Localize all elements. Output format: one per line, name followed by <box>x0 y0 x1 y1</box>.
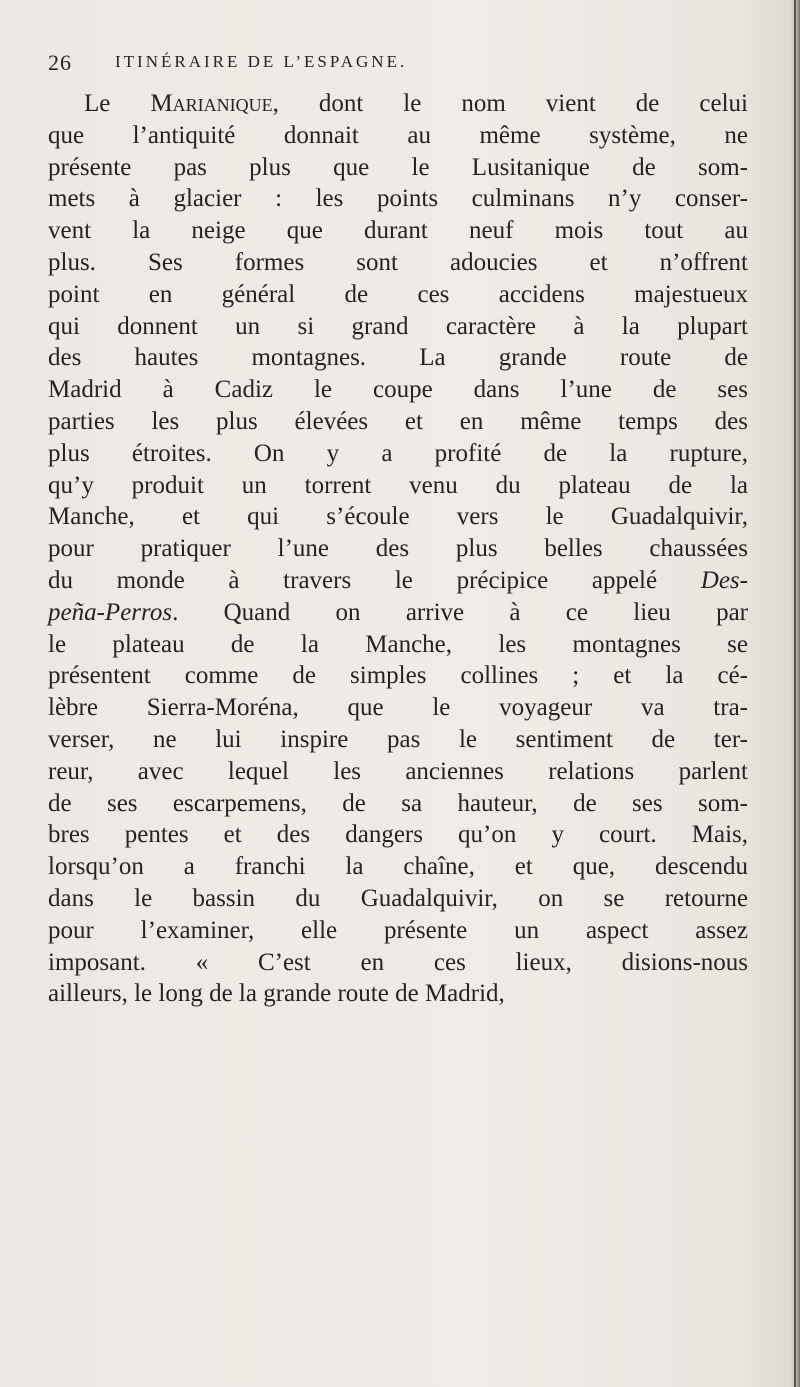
text-line: de ses escarpemens, de sa hauteur, de ses som- <box>48 789 748 817</box>
text-line: reur, avec lequel les anciennes relations parlent <box>48 757 748 785</box>
text-line: Manche, et qui s’écoule vers le Guadalquivir, <box>48 503 748 531</box>
text-line: lèbre Sierra-Moréna, que le voyageur va tra- <box>48 694 748 722</box>
text-line: plus étroites. On y a profité de la rupture, <box>48 439 748 467</box>
text-line: mets à glacier : les points culminans n’y conser- <box>48 185 748 213</box>
text-line: que l’antiquité donnait au même système, ne <box>48 121 748 149</box>
text-line: bres pentes et des dangers qu’on y court. Mais, <box>48 821 748 849</box>
text-line: point en général de ces accidens majestueux <box>48 280 748 308</box>
text-line: du monde à travers le précipice appelé Des- <box>48 566 748 594</box>
text-line: plus. Ses formes sont adoucies et n’offrent <box>48 248 748 276</box>
page-header <box>48 50 748 90</box>
body-paragraph <box>48 88 748 1010</box>
text-line: vent la neige que durant neuf mois tout au <box>48 217 748 245</box>
text-line: ailleurs, le long de la grande route de Madrid, <box>48 980 505 1008</box>
text-line: dans le bassin du Guadalquivir, on se retourne <box>48 884 748 912</box>
text-line: imposant. « C’est en ces lieux, disions-nous <box>48 948 748 976</box>
text-line: le plateau de la Manche, les montagnes se <box>48 630 748 658</box>
text-line: verser, ne lui inspire pas le sentiment de ter- <box>48 725 748 753</box>
text-line: présente pas plus que le Lusitanique de som- <box>48 153 748 181</box>
page-binding-edge <box>794 0 796 1387</box>
text-line: parties les plus élevées et en même temps des <box>48 407 748 435</box>
page-number: 26 <box>48 50 72 75</box>
text-line: qui donnent un si grand caractère à la plupart <box>48 312 748 340</box>
text-line: peña-Perros. Quand on arrive à ce lieu par <box>48 598 748 626</box>
text-line: lorsqu’on a franchi la chaîne, et que, descendu <box>48 853 748 881</box>
text-line: qu’y produit un torrent venu du plateau de la <box>48 471 748 499</box>
text-line: des hautes montagnes. La grande route de <box>48 344 748 372</box>
text-line: pour l’examiner, elle présente un aspect assez <box>48 916 748 944</box>
text-line: Le Marianique, dont le nom vient de celui <box>84 90 748 117</box>
text-line: présentent comme de simples collines ; et la cé- <box>48 662 748 690</box>
text-line: Madrid à Cadiz le coupe dans l’une de ses <box>48 376 748 404</box>
running-head: ITINÉRAIRE DE L’ESPAGNE. <box>115 52 408 71</box>
text-line: pour pratiquer l’une des plus belles chaussées <box>48 535 748 563</box>
